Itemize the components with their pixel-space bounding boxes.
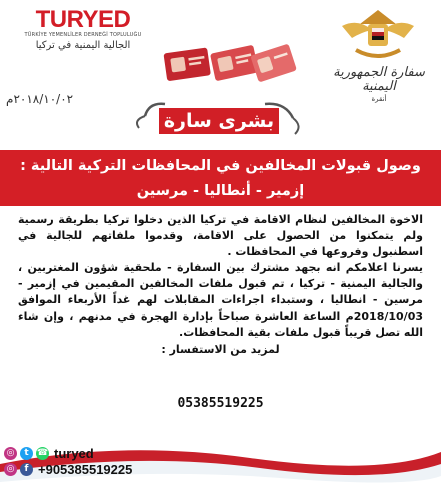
embassy-name: سفارة الجمهورية اليمنية [333, 65, 425, 94]
header [0, 0, 441, 103]
phone-number: 05385519225 [177, 396, 264, 411]
brand-name: TURYED [35, 6, 131, 33]
twitter-icon: t [20, 447, 33, 460]
instagram-icon: ◎ [4, 447, 17, 460]
good-news-label: بشرى سارة [159, 108, 279, 134]
residence-cards-image [160, 40, 300, 100]
body-paragraph-2: يسرنا اعلامكم انه بجهد مشترك بين السفارة - ملحقية شؤون المغتربين ، والجالية اليمنية - تركيا ، تم قبول ملفات المخالفين المقيمين في إزمير - مرسين - انطاليا ، وستبداء اجراءات المقابلات لهم غداً الأربعاء الموافق 2018/10/03م الساعة العاشرة صباحاً بإدارة الهجرة في مدنهم ، وإن شاء الله تصل قريباً قبول ملفات بقية المحافظات. [18, 261, 423, 339]
embassy-city: أنقرة [371, 95, 387, 103]
whatsapp-row [4, 462, 132, 477]
instagram-icon: ◎ [4, 463, 17, 476]
whatsapp-number: +905385519225 [38, 462, 133, 477]
headline-band [0, 150, 441, 206]
announcement-body [18, 212, 423, 358]
brand-subtitle: TÜRKİYE YEMENLİLER DERNEĞİ TOPLULUĞU [24, 32, 142, 38]
social-handle: turyed [54, 446, 94, 461]
inquiry-label: لمزيد من الاستفسار : [161, 342, 280, 356]
yemen-emblem-icon [338, 6, 418, 66]
turyed-logo [8, 8, 158, 53]
good-news-banner [125, 98, 325, 138]
body-paragraph-1: الاخوة المخالفين لنظام الاقامة في تركيا الذين دخلوا تركيا بطريقة رسمية ولم يتمكنوا من الحصول على الاقامة، وقدموا ملفاتهم للجالية في اسطنبول وفروعها في المحافظات . [18, 213, 423, 259]
embassy-label [332, 66, 426, 104]
post-date: ٢٠١٨/١٠/٠٢م [6, 92, 74, 106]
social-handle-row [4, 446, 94, 461]
facebook-icon: f [20, 463, 33, 476]
headline-line1: وصول قبولات المخالفين في المحافظات التركية التالية : [20, 158, 421, 174]
brand-tagline: الجالية اليمنية في تركيا [35, 40, 131, 51]
headline-line2: إزمير - أنطاليا - مرسين [136, 183, 305, 199]
whatsapp-icon: ☎ [36, 448, 49, 458]
